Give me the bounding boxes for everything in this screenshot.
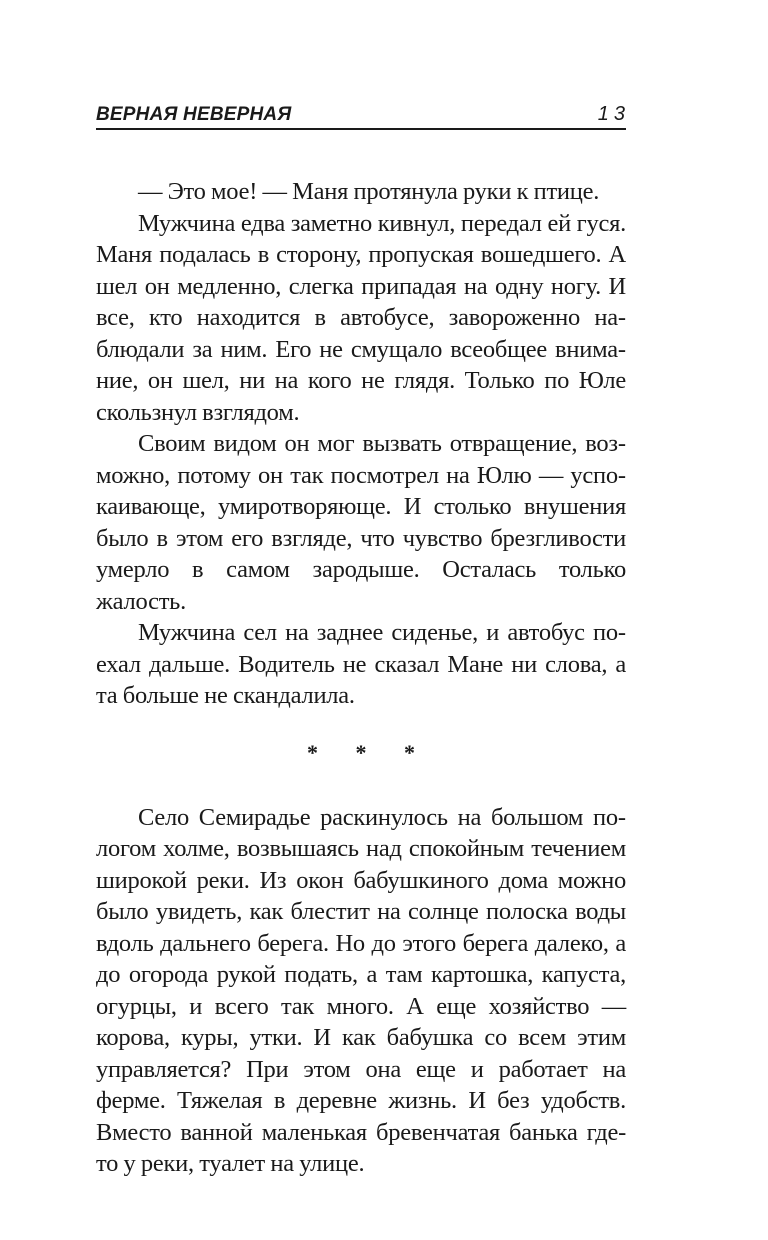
- paragraph-village: Село Семирадье раскинулось на большом пологом холме, возвышаясь над спокойным течением широкой реки. Из окон бабушкиного дома можно было увидеть, как блестит на солнце полоска воды вдоль дальнего берега. Но до этого берега далеко, а до огорода рукой подать, а там картошка, капуста, огурцы, и всего так много. А еще хозяйство — корова, куры, утки. И как бабушка со всем этим управляется? При этом она еще и работает на ферме. Тяжелая в деревне жизнь. И без удобств. Вместо ванной маленькая бревенчатая банька где-то у реки, туалет на улице.: [96, 803, 626, 1177]
- page-number: 13: [597, 103, 630, 125]
- running-title: ВЕРНАЯ НЕВЕРНАЯ: [96, 104, 292, 125]
- paragraph-bus-moves-on: Мужчина сел на заднее сиденье, и автобус поехал дальше. Водитель не сказал Мане ни слова, а та больше не скандалила.: [96, 619, 626, 709]
- body-text: [96, 176, 626, 1180]
- paragraph-his-look: Своим видом он мог вызвать отвращение, возможно, потому он так посмотрел на Юлю — успокаивающе, умиротворяюще. И столько внушения было в этом его взгляде, что чувство брезгливости умерло в самом зародыше. Осталась только жалость.: [96, 430, 626, 615]
- paragraph-man-enters: Мужчина едва заметно кивнул, передал ей гуся. Маня подалась в сторону, пропуская вошедшего. А шел он медленно, слегка припадая на одну ногу. И все, кто находится в автобусе, завороженно наблюдали за ним. Его не смущало всеобщее внимание, он шел, ни на кого не глядя. Только по Юле скользнул взглядом.: [96, 209, 626, 426]
- section-break: * * *: [307, 739, 431, 765]
- running-header: [96, 100, 630, 130]
- paragraph-dialogue: — Это мое! — Маня протянула руки к птице.: [138, 178, 600, 205]
- book-page: [96, 100, 630, 1180]
